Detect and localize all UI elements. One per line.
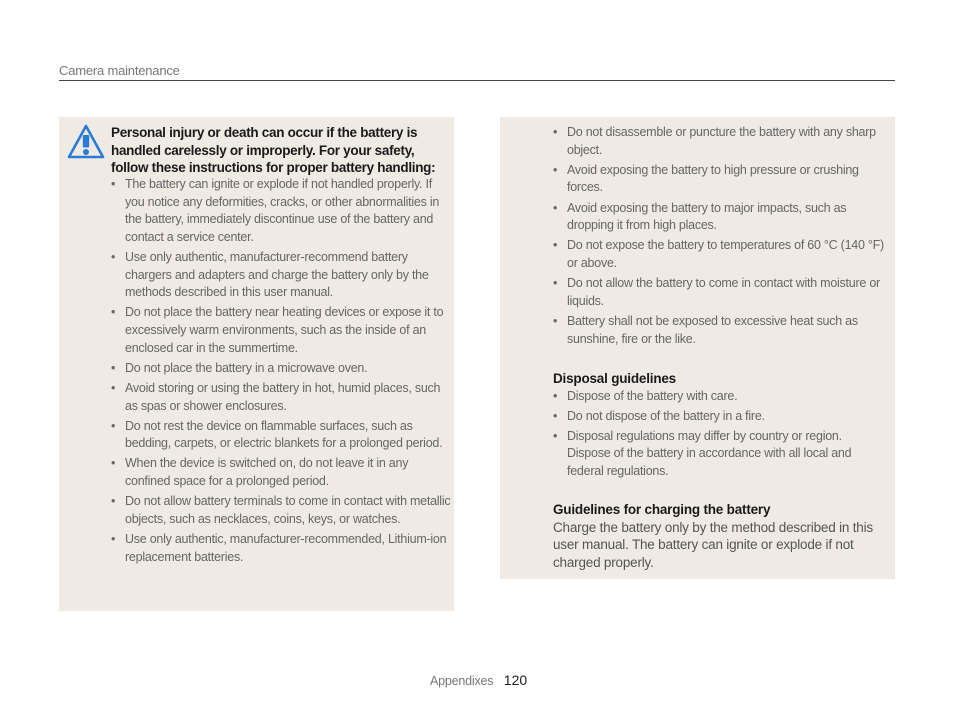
list-item: • Do not allow the battery to come in contact with moisture or liquids. xyxy=(553,275,888,310)
battery-safety-list xyxy=(553,124,888,351)
page-footer xyxy=(430,672,527,690)
list-item: • Avoid exposing the battery to major impacts, such as dropping it from high places. xyxy=(553,200,888,235)
list-item: • Avoid exposing the battery to high pressure or crushing forces. xyxy=(553,162,888,197)
charging-text: Charge the battery only by the method described in this user manual. The battery can ignite or explode if not charged properly. xyxy=(553,519,873,570)
disposal-list xyxy=(553,388,888,481)
footer-section: Appendixes xyxy=(430,674,494,688)
list-item: • Dispose of the battery with care. xyxy=(553,388,888,406)
list-item: • Avoid storing or using the battery in hot, humid places, such as spas or shower enclosures. xyxy=(111,380,451,415)
section-title: Camera maintenance xyxy=(59,63,180,78)
list-item: • Use only authentic, manufacturer-recommended, Lithium-ion replacement batteries. xyxy=(111,531,451,566)
list-item: • Do not expose the battery to temperatures of 60 °C (140 °F) or above. xyxy=(553,237,888,272)
charging-section xyxy=(553,501,883,571)
list-item: • Do not allow battery terminals to come in contact with metallic objects, such as necklaces, coins, keys, or watches. xyxy=(111,493,451,528)
list-item: • Disposal regulations may differ by country or region. Dispose of the battery in accordance with all local and federal regulations. xyxy=(553,428,888,481)
charging-heading: Guidelines for charging the battery xyxy=(553,502,771,517)
battery-guidelines-box xyxy=(500,117,895,579)
list-item: • Use only authentic, manufacturer-recommend battery chargers and adapters and charge the battery only by the methods described in this user manual. xyxy=(111,249,451,302)
warning-box xyxy=(59,117,454,611)
list-item: • Do not dispose of the battery in a fire. xyxy=(553,408,888,426)
disposal-heading: Disposal guidelines xyxy=(553,371,676,386)
page-number: 120 xyxy=(503,672,528,688)
list-item: • Do not place the battery in a microwave oven. xyxy=(111,360,451,378)
list-item: • Battery shall not be exposed to excessive heat such as sunshine, fire or the like. xyxy=(553,313,888,348)
list-item: • The battery can ignite or explode if not handled properly. If you notice any deformities, cracks, or other abnormalities in the battery, immediately discontinue use of the battery and contact a service center. xyxy=(111,176,451,246)
disposal-section xyxy=(553,370,888,483)
warning-title: Personal injury or death can occur if the battery is handled carelessly or improperly. For your safety, follow these instructions for proper battery handling: xyxy=(111,125,436,175)
list-item: • Do not rest the device on flammable surfaces, such as bedding, carpets, or electric blankets for a prolonged period. xyxy=(111,418,451,453)
list-item: • Do not disassemble or puncture the battery with any sharp object. xyxy=(553,124,888,159)
page-header xyxy=(59,62,895,81)
list-item: • Do not place the battery near heating devices or expose it to excessively warm environments, such as the inside of an enclosed car in the summertime. xyxy=(111,304,451,357)
warning-triangle-icon xyxy=(67,124,105,160)
warning-list xyxy=(111,176,451,569)
list-item: • When the device is switched on, do not leave it in any confined space for a prolonged period. xyxy=(111,455,451,490)
